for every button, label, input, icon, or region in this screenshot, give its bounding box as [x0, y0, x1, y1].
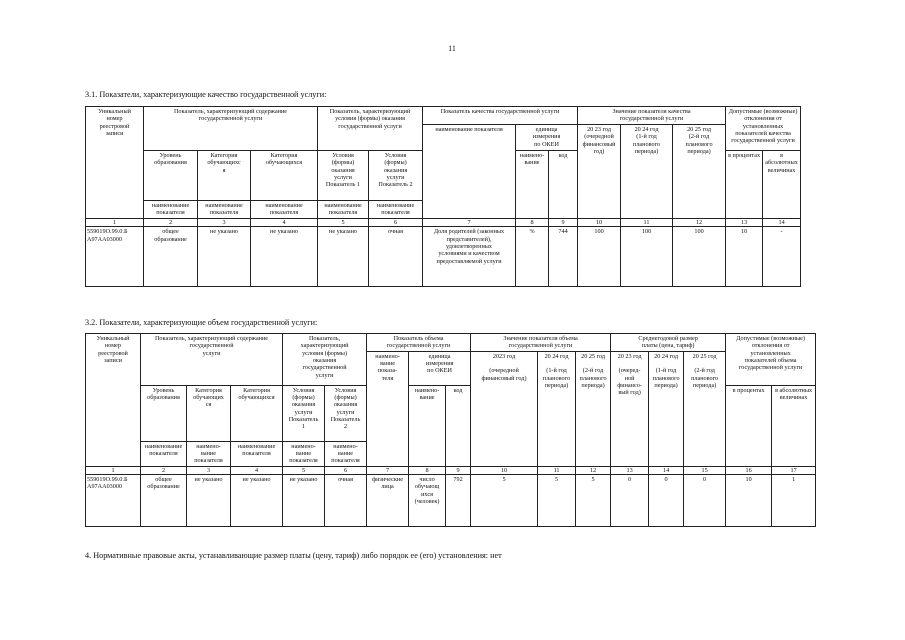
column-number: 1	[86, 219, 144, 227]
header-average-fee: Среднегодовой размер платы (цена, тариф)	[611, 334, 726, 352]
header-absolute: в абсолютных величинах	[763, 151, 801, 219]
cell-education-level: общее образование	[141, 474, 187, 526]
cell-volume-2024: 5	[538, 474, 576, 526]
cell-category: не указано	[187, 474, 231, 526]
header-year-2024: 20 24 год (1-й год планового периода)	[621, 125, 673, 219]
header-volume-2023: 2023 год (очередной финансовый год)	[471, 351, 538, 466]
column-number: 14	[649, 466, 684, 474]
column-number: 2	[144, 219, 198, 227]
column-number: 7	[367, 466, 409, 474]
column-number: 5	[318, 219, 369, 227]
header-volume-indicator: Показатель объема государственной услуги	[367, 334, 471, 352]
cell-unit-name: число обучающ ихся (человек)	[409, 474, 446, 526]
header-percent: в процентах	[726, 385, 772, 466]
column-number: 10	[471, 466, 538, 474]
cell-fee-2024: 0	[649, 474, 684, 526]
header-indicator-name: наименование показателя	[423, 125, 516, 219]
column-number: 16	[726, 466, 772, 474]
cell-value-2025: 100	[673, 227, 726, 287]
page-number: 11	[448, 44, 456, 53]
header-var-category: Категория обучающих ся	[187, 385, 231, 441]
header-unit-name: наимено- вание	[409, 385, 446, 466]
column-number: 13	[611, 466, 649, 474]
header-absolute: в абсолютных величинах	[772, 385, 816, 466]
header-unique-number: Уникальный номер реестровой записи	[86, 107, 144, 219]
header-var-level: Уровень образования	[144, 151, 198, 201]
cell-indicator-name: физические лица	[367, 474, 409, 526]
header-name-label: наименование показателя	[318, 201, 369, 219]
header-name-label: наименование показателя	[251, 201, 318, 219]
header-content-indicator: Показатель, характеризующий содержание государственной услуги	[141, 334, 283, 386]
header-year-2023: 20 23 год (очередной финансовый год)	[578, 125, 621, 219]
header-quality-values: Значение показателя качества государственной услуги	[578, 107, 726, 125]
column-number: 6	[369, 219, 423, 227]
section-heading-legal-acts: 4. Нормативные правовые акты, устанавливающие размер платы (цену, тариф) либо порядок ее (его) установления: нет	[85, 551, 502, 560]
cell-deviation-percent: 10	[726, 227, 763, 287]
column-number: 6	[325, 466, 367, 474]
header-content-indicator: Показатель, характеризующий содержание государственной услуги	[144, 107, 318, 151]
cell-indicator-name: Доля родителей (законных представителей), удовлетворенных условиями и качеством предоставляемой услуги	[423, 227, 516, 287]
cell-deviation-percent: 10	[726, 474, 772, 526]
section-heading-quality: 3.1. Показатели, характеризующие качество государственной услуги:	[85, 90, 327, 99]
header-name-label: наимено- вание показателя	[187, 441, 231, 466]
header-name-label: наимено- вание показателя	[283, 441, 325, 466]
column-number: 10	[578, 219, 621, 227]
header-var-condition-2: Условия (формы) оказания услуги Показатель 2	[369, 151, 423, 201]
header-year-2025: 20 25 год (2-й год планового периода)	[673, 125, 726, 219]
header-var-condition-1: Условия (формы) оказания услуги Показатель 1	[283, 385, 325, 441]
header-deviations: Допустимые (возможные) отклонения от установленных показателей качества государственной услуги	[726, 107, 801, 151]
header-unit-okei: единица измерения по ОКЕИ	[516, 125, 578, 151]
header-name-label: наименование показателя	[144, 201, 198, 219]
header-var-category: Категория обучающихс я	[198, 151, 251, 201]
cell-category: не указано	[251, 227, 318, 287]
column-number: 3	[187, 466, 231, 474]
header-deviations: Допустимые (возможные) отклонения от установленных показателей объема государственной услуги	[726, 334, 816, 386]
column-number: 9	[549, 219, 578, 227]
cell-unit-code: 792	[446, 474, 471, 526]
header-unit-code: код	[446, 385, 471, 466]
header-condition-indicator: Показатель, характеризующий условия (формы) оказания государственной услуги	[318, 107, 423, 151]
cell-unit-name: %	[516, 227, 549, 287]
header-quality-indicator: Показатель качества государственной услуги	[423, 107, 578, 125]
column-number: 17	[772, 466, 816, 474]
header-name-label: наименование показателя	[231, 441, 283, 466]
column-number: 9	[446, 466, 471, 474]
header-percent: в процентах	[726, 151, 763, 219]
cell-condition-1: не указано	[283, 474, 325, 526]
column-number: 1	[86, 466, 141, 474]
column-number: 2	[141, 466, 187, 474]
column-number: 4	[251, 219, 318, 227]
header-volume-2025: 20 25 год (2-й год планового периода)	[576, 351, 611, 466]
cell-condition-2: очная	[325, 474, 367, 526]
column-number: 8	[516, 219, 549, 227]
quality-indicators-table	[85, 106, 801, 287]
header-condition-indicator: Показатель, характеризующий условия (формы) оказания государственной услуги	[283, 334, 367, 386]
cell-education-level: общее образование	[144, 227, 198, 287]
section-heading-volume: 3.2. Показатели, характеризующие объем государственной услуги:	[85, 318, 318, 327]
cell-condition-1: не указано	[318, 227, 369, 287]
cell-deviation-absolute: -	[763, 227, 801, 287]
cell-registry-number: 559019О.99.0.Б А97АА03000	[86, 474, 141, 526]
header-var-level: Уровень образования	[141, 385, 187, 441]
column-number: 11	[621, 219, 673, 227]
cell-value-2023: 100	[578, 227, 621, 287]
cell-volume-2023: 5	[471, 474, 538, 526]
header-volume-values: Значение показателя объема государственной услуги	[471, 334, 611, 352]
volume-indicators-table	[85, 333, 816, 527]
header-volume-2024: 20 24 год (1-й год планового периода)	[538, 351, 576, 466]
column-number: 7	[423, 219, 516, 227]
header-name-label: наименование показателя	[198, 201, 251, 219]
column-number: 13	[726, 219, 763, 227]
column-number: 4	[231, 466, 283, 474]
column-number: 5	[283, 466, 325, 474]
column-number: 8	[409, 466, 446, 474]
header-fee-2024: 20 24 год (1-й год планового периода)	[649, 351, 684, 466]
column-number: 15	[684, 466, 726, 474]
header-var-category: Категория обучающихся	[231, 385, 283, 441]
cell-category: не указано	[198, 227, 251, 287]
header-name-label: наименование показателя	[141, 441, 187, 466]
column-number: 12	[576, 466, 611, 474]
header-fee-2023: 20 23 год (очеред- ной финансо- вый год)	[611, 351, 649, 466]
header-name-label: наимено- вание показателя	[325, 441, 367, 466]
column-number: 12	[673, 219, 726, 227]
cell-fee-2023: 0	[611, 474, 649, 526]
header-unit-code: код	[549, 151, 578, 219]
header-unit-okei: единица измерения по ОКЕИ	[409, 351, 471, 385]
cell-registry-number: 559019О.99.0.Б А97АА03000	[86, 227, 144, 287]
cell-condition-2: очная	[369, 227, 423, 287]
header-var-condition-2: Условия (формы) оказания услуги Показатель 2	[325, 385, 367, 441]
header-var-category: Категория обучающихся	[251, 151, 318, 201]
column-number: 14	[763, 219, 801, 227]
cell-fee-2025: 0	[684, 474, 726, 526]
header-unique-number: Уникальный номер реестровой записи	[86, 334, 141, 467]
cell-unit-code: 744	[549, 227, 578, 287]
column-number: 11	[538, 466, 576, 474]
header-indicator-name: наимено- вание показа- теля	[367, 351, 409, 466]
header-fee-2025: 20 25 год (2-й год планового периода)	[684, 351, 726, 466]
cell-value-2024: 100	[621, 227, 673, 287]
header-unit-name: наимено- вание	[516, 151, 549, 219]
cell-category: не указано	[231, 474, 283, 526]
header-name-label: наименование показателя	[369, 201, 423, 219]
column-number: 3	[198, 219, 251, 227]
cell-volume-2025: 5	[576, 474, 611, 526]
header-var-condition-1: Условия (формы) оказания услуги Показатель 1	[318, 151, 369, 201]
cell-deviation-absolute: 1	[772, 474, 816, 526]
